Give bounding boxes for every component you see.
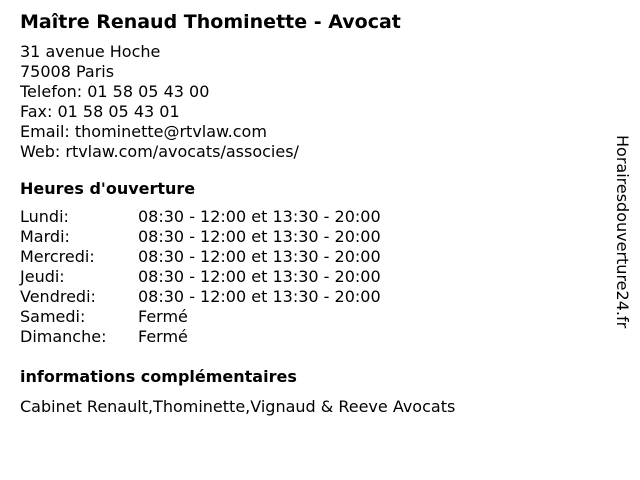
hours-day-label: Mardi:: [20, 227, 70, 246]
hours-row-wednesday: [20, 247, 590, 267]
watermark-text: Horairesdouverture24.fr: [613, 135, 632, 329]
hours-table: [20, 207, 590, 347]
hours-row-friday: [20, 287, 590, 307]
hours-time-value: 08:30 - 12:00 et 13:30 - 20:00: [138, 207, 381, 226]
phone-number: Telefon: 01 58 05 43 00: [20, 82, 210, 101]
hours-row-thursday: [20, 267, 590, 287]
hours-time-value: 08:30 - 12:00 et 13:30 - 20:00: [138, 267, 381, 286]
hours-heading: Heures d'ouverture: [20, 179, 196, 198]
hours-row-saturday: [20, 307, 590, 327]
email-address: Email: thominette@rtvlaw.com: [20, 122, 267, 141]
hours-row-tuesday: [20, 227, 590, 247]
hours-time-value: 08:30 - 12:00 et 13:30 - 20:00: [138, 227, 381, 246]
page-title: Maître Renaud Thominette - Avocat: [20, 11, 401, 33]
contact-block: [20, 42, 590, 162]
hours-time-value: Fermé: [138, 307, 188, 326]
hours-time-value: Fermé: [138, 327, 188, 346]
address-city: 75008 Paris: [20, 62, 115, 81]
fax-number: Fax: 01 58 05 43 01: [20, 102, 180, 121]
hours-day-label: Lundi:: [20, 207, 69, 226]
hours-row-monday: [20, 207, 590, 227]
hours-time-value: 08:30 - 12:00 et 13:30 - 20:00: [138, 287, 381, 306]
hours-day-label: Vendredi:: [20, 287, 96, 306]
address-street: 31 avenue Hoche: [20, 42, 161, 61]
hours-day-label: Mercredi:: [20, 247, 95, 266]
hours-day-label: Samedi:: [20, 307, 86, 326]
hours-day-label: Dimanche:: [20, 327, 107, 346]
info-heading: informations complémentaires: [20, 367, 297, 386]
info-text: Cabinet Renault,Thominette,Vignaud & Reeve Avocats: [20, 397, 456, 416]
business-card: [20, 10, 590, 417]
website-address: Web: rtvlaw.com/avocats/associes/: [20, 142, 299, 161]
hours-time-value: 08:30 - 12:00 et 13:30 - 20:00: [138, 247, 381, 266]
hours-day-label: Jeudi:: [20, 267, 65, 286]
hours-row-sunday: [20, 327, 590, 347]
